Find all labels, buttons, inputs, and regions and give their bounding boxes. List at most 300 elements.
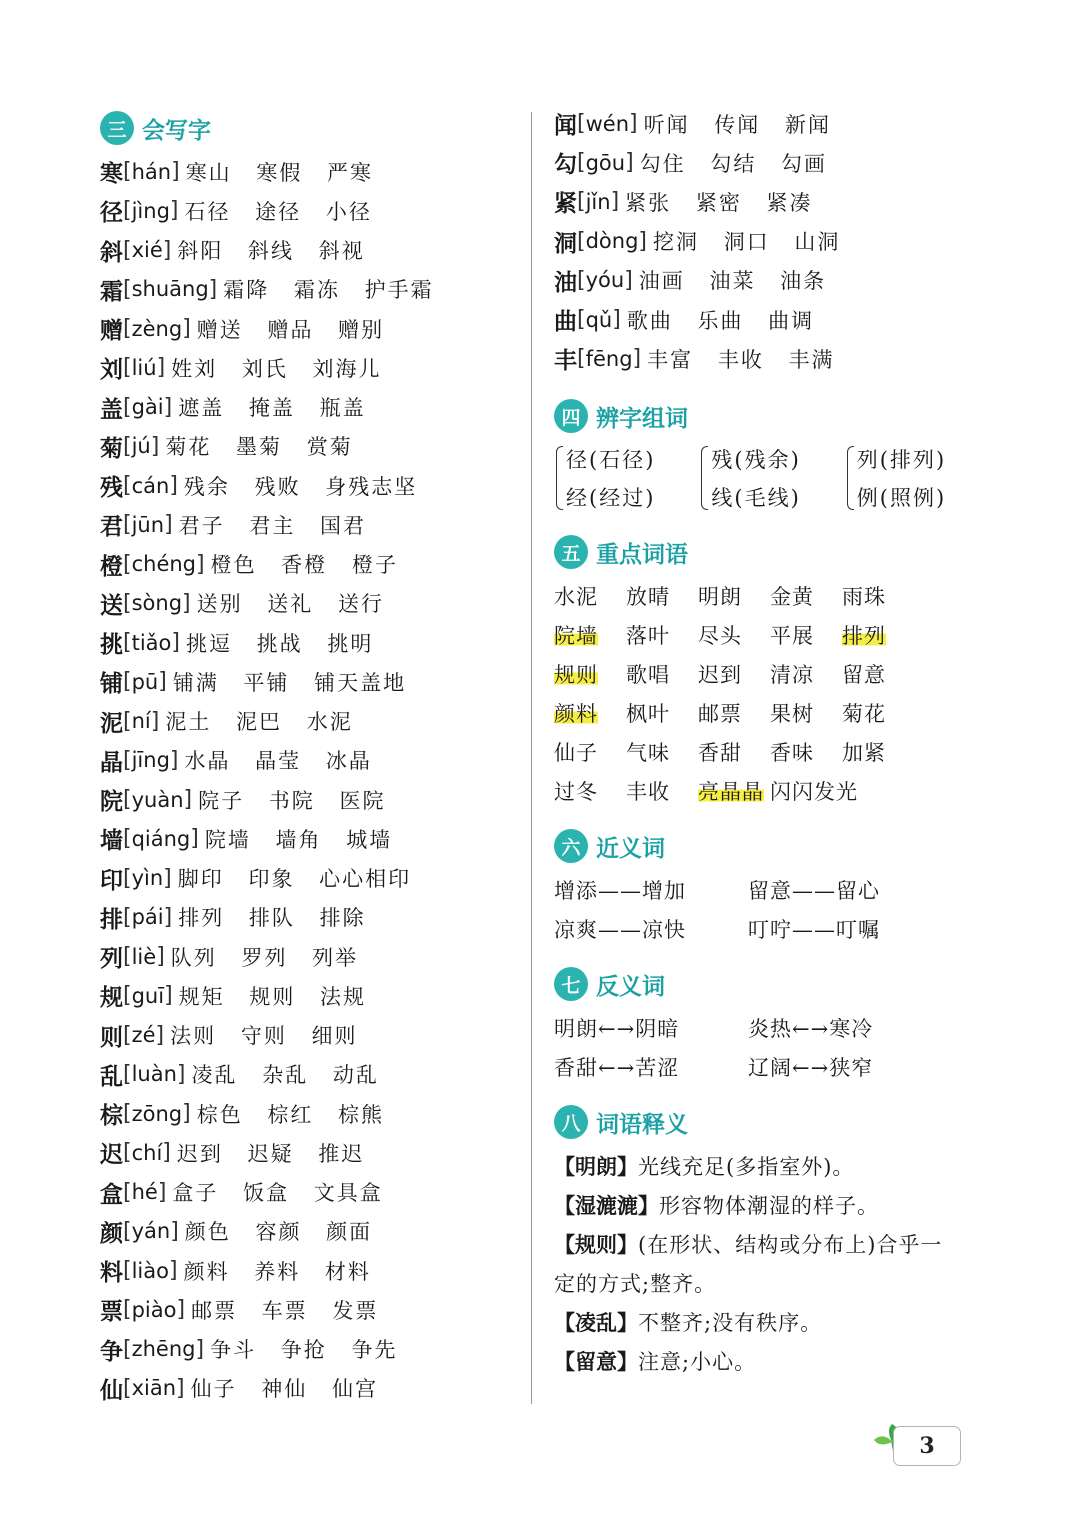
left-column — [100, 108, 520, 1408]
headword: 票 — [100, 1299, 123, 1326]
example-words: 残余 残败 身残志坚 — [183, 474, 418, 499]
keyword-cell — [698, 771, 770, 810]
pinyin: dòng — [585, 229, 639, 254]
char-entry — [100, 1055, 520, 1094]
headword: 料 — [100, 1260, 123, 1287]
pinyin: liào — [131, 1258, 169, 1283]
pinyin: ní — [131, 709, 151, 734]
definition-row — [554, 1341, 984, 1380]
example-words: 挖洞 洞口 山洞 — [653, 230, 841, 255]
pinyin: jìng — [131, 198, 170, 223]
pinyin: zé — [131, 1023, 156, 1048]
bracket-close: ] — [171, 630, 180, 656]
example-words: 颜料 养料 材料 — [183, 1259, 371, 1284]
bracket-close: ] — [164, 512, 173, 538]
headword: 迟 — [100, 1142, 123, 1169]
pinyin: guī — [131, 983, 165, 1008]
char-list-left — [100, 152, 520, 1408]
keyword-cell — [554, 654, 626, 693]
keyword-cell — [842, 576, 938, 615]
char-entry — [100, 231, 520, 270]
keyword-cell — [842, 615, 938, 654]
section-number-badge: 八 — [554, 1105, 588, 1139]
pinyin: yuàn — [131, 787, 184, 812]
bracket-close: ] — [164, 983, 173, 1009]
keyword-cell — [554, 771, 626, 810]
pinyin: hán — [131, 159, 172, 184]
section-header-synonyms — [554, 826, 984, 866]
char-entry — [100, 1016, 520, 1055]
keyword: 香甜 — [698, 740, 742, 765]
bracket-open: [ — [123, 1336, 132, 1362]
bracket-open: [ — [123, 276, 132, 302]
example-words: 霜降 霜冻 护手霜 — [223, 278, 434, 303]
example-words: 盒子 饭盒 文具盒 — [172, 1181, 383, 1206]
char-entry — [100, 1173, 520, 1212]
keyword: 清凉 — [770, 662, 814, 687]
pinyin: yóu — [585, 268, 625, 293]
headword: 铺 — [100, 671, 123, 698]
distinguish-word: 经(经过) — [566, 486, 656, 511]
right-column — [554, 104, 984, 1380]
definition-term: 【湿漉漉】 — [554, 1193, 659, 1218]
section-header-antonyms — [554, 964, 984, 1004]
bracket-close: ] — [182, 1101, 191, 1127]
headword: 规 — [100, 985, 123, 1012]
pinyin: yán — [131, 1219, 171, 1244]
keyword-cell — [626, 693, 698, 732]
keyword: 明朗 — [698, 584, 742, 609]
headword: 紧 — [554, 191, 577, 218]
char-entry — [100, 152, 520, 191]
synonym-grid — [554, 870, 984, 948]
bracket-open: [ — [123, 669, 132, 695]
headword: 菊 — [100, 435, 123, 462]
section-number-badge: 四 — [554, 399, 588, 433]
bracket-open: [ — [577, 267, 586, 293]
keyword-cell — [626, 615, 698, 654]
char-entry — [100, 584, 520, 623]
bracket-open: [ — [577, 346, 586, 372]
keyword-cell — [698, 732, 770, 771]
synonym-pair: 留意——留心 — [748, 878, 880, 903]
keyword-cell — [626, 576, 698, 615]
keyword: 放晴 — [626, 584, 670, 609]
bracket-close: ] — [190, 826, 199, 852]
bracket-open: [ — [123, 433, 132, 459]
headword: 径 — [100, 200, 123, 227]
antonym-pair: 炎热←→寒冷 — [748, 1016, 874, 1041]
example-words: 油画 油菜 油条 — [638, 269, 827, 294]
pinyin: zhēng — [131, 1337, 196, 1362]
char-entry — [100, 662, 520, 701]
bracket-open: [ — [123, 1140, 132, 1166]
keyword: 邮票 — [698, 701, 742, 726]
keyword: 水泥 — [554, 584, 598, 609]
keyword-cell — [770, 693, 842, 732]
keyword-cell — [842, 732, 938, 771]
bracket-close: ] — [162, 237, 172, 263]
definition-row — [554, 1224, 984, 1263]
example-words: 颜色 容颜 颜面 — [184, 1220, 373, 1245]
bracket-open: [ — [123, 551, 132, 577]
bracket-close: ] — [612, 307, 621, 333]
section-header-distinguish — [554, 396, 984, 436]
char-entry — [100, 505, 520, 544]
definition-text: 定的方式;整齐。 — [554, 1271, 717, 1296]
keyword-grid — [554, 576, 984, 810]
pinyin: hé — [131, 1180, 158, 1205]
char-entry — [100, 1251, 520, 1290]
headword: 赠 — [100, 318, 123, 345]
bracket-close: ] — [629, 111, 638, 137]
keyword-cell — [626, 732, 698, 771]
bracket-open: [ — [123, 1022, 132, 1048]
example-words: 凌乱 杂乱 动乱 — [191, 1063, 379, 1088]
definition-row — [554, 1146, 984, 1185]
keyword-cell — [698, 576, 770, 615]
headword: 院 — [100, 789, 123, 816]
bracket-close: ] — [162, 1140, 171, 1166]
definition-text: (在形状、结构或分布上)合乎一 — [638, 1232, 943, 1257]
char-entry — [100, 623, 520, 662]
pinyin: fēng — [585, 346, 633, 371]
headword: 挑 — [100, 632, 123, 659]
keyword: 仙子 — [554, 740, 598, 765]
example-words: 勾住 勾结 勾画 — [639, 151, 828, 176]
bracket-open: [ — [123, 473, 132, 499]
distinguish-word: 线(毛线) — [711, 486, 801, 511]
bracket-open: [ — [123, 1061, 132, 1087]
example-words: 送别 送礼 送行 — [196, 592, 384, 617]
keyword: 金黄 — [770, 584, 814, 609]
bracket-close: ] — [158, 669, 167, 695]
distinguish-word: 例(照例) — [856, 486, 947, 511]
pinyin: xiān — [131, 1376, 177, 1401]
bracket-open: [ — [577, 228, 586, 254]
definition-row — [554, 1185, 984, 1224]
example-words: 挑逗 挑战 挑明 — [185, 631, 374, 656]
headword: 闻 — [554, 113, 577, 140]
keyword: 平展 — [770, 623, 814, 648]
headword: 刘 — [100, 357, 123, 384]
headword: 仙 — [100, 1377, 123, 1404]
section-title: 会写字 — [142, 117, 211, 144]
bracket-close: ] — [163, 865, 172, 891]
keyword: 加紧 — [842, 740, 886, 765]
bracket-close: ] — [195, 1336, 205, 1362]
pinyin: cán — [131, 473, 170, 498]
keyword: 迟到 — [698, 662, 742, 687]
section-header-keywords — [554, 532, 984, 572]
example-words: 遮盖 掩盖 瓶盖 — [178, 396, 366, 421]
distinguish-group — [845, 440, 946, 516]
bracket-open: [ — [123, 355, 132, 381]
definition-text: 形容物体潮湿的样子。 — [659, 1193, 879, 1218]
pinyin: liú — [131, 355, 157, 380]
pinyin: wén — [585, 111, 629, 136]
pinyin: tiǎo — [131, 630, 172, 655]
keyword: 丰收 — [626, 779, 670, 804]
pinyin: luàn — [131, 1062, 177, 1087]
bracket-open: [ — [123, 1375, 132, 1401]
example-words: 仙子 神仙 仙宫 — [190, 1377, 378, 1402]
keyword-highlighted: 院墙 — [554, 620, 598, 650]
example-words: 脚印 印象 心心相印 — [177, 867, 412, 892]
example-words: 法则 守则 细则 — [170, 1024, 358, 1049]
char-entry — [100, 937, 520, 976]
pinyin: pū — [131, 669, 159, 694]
char-entry — [100, 545, 520, 584]
pinyin: liè — [131, 944, 157, 969]
char-entry — [100, 427, 520, 466]
bracket-close: ] — [163, 394, 173, 420]
char-entry — [100, 702, 520, 741]
bracket-open: [ — [123, 787, 132, 813]
bracket-close: ] — [168, 1258, 178, 1284]
char-entry — [554, 300, 984, 339]
headword: 勾 — [554, 152, 577, 179]
bracket-close: ] — [632, 346, 642, 372]
bracket-close: ] — [155, 1022, 165, 1048]
char-entry — [100, 1330, 520, 1369]
pinyin: qǔ — [585, 307, 613, 332]
keyword: 香味 — [770, 740, 814, 765]
pinyin: piào — [131, 1297, 177, 1322]
pinyin: gài — [131, 395, 164, 420]
char-entry — [100, 1369, 520, 1408]
bracket-open: [ — [123, 198, 132, 224]
synonym-pair: 增添——增加 — [554, 878, 686, 903]
antonym-grid — [554, 1008, 984, 1086]
example-words: 赠送 赠品 赠别 — [196, 317, 385, 342]
example-words: 石径 途径 小径 — [184, 199, 372, 224]
bracket-open: [ — [123, 1218, 132, 1244]
distinguish-word: 径(石径) — [566, 448, 656, 473]
bracket-open: [ — [577, 111, 586, 137]
pinyin: jǐn — [585, 189, 611, 214]
keyword: 歌唱 — [626, 662, 670, 687]
bracket-close: ] — [156, 355, 166, 381]
bracket-close: ] — [150, 708, 160, 734]
section-header-write — [100, 108, 520, 148]
char-entry — [100, 859, 520, 898]
bracket-open: [ — [577, 189, 586, 215]
bracket-open: [ — [123, 983, 132, 1009]
example-words: 院子 书院 医院 — [198, 788, 386, 813]
char-entry — [554, 261, 984, 300]
char-entry — [554, 143, 984, 182]
headword: 印 — [100, 867, 123, 894]
pinyin: gōu — [585, 150, 626, 175]
keyword-highlighted: 颜料 — [554, 698, 598, 728]
pinyin: sòng — [131, 591, 183, 616]
pinyin: qiáng — [131, 826, 191, 851]
pinyin: shuāng — [131, 277, 209, 302]
distinguish-groups — [554, 440, 984, 516]
headword: 寒 — [100, 161, 123, 188]
example-words: 橙色 香橙 橙子 — [210, 553, 398, 578]
distinguish-group — [699, 440, 800, 516]
headword: 排 — [100, 906, 123, 933]
keyword-cell — [770, 615, 842, 654]
headword: 列 — [100, 946, 123, 973]
bracket-open: [ — [123, 590, 132, 616]
headword: 霜 — [100, 278, 123, 305]
bracket-close: ] — [610, 189, 620, 215]
synonym-pair: 凉爽——凉快 — [554, 917, 686, 942]
bracket-close: ] — [157, 1179, 167, 1205]
section-number-badge: 六 — [554, 829, 588, 863]
char-entry — [554, 104, 984, 143]
headword: 送 — [100, 592, 123, 619]
headword: 泥 — [100, 710, 123, 737]
distinguish-group — [554, 440, 655, 516]
pinyin: zōng — [131, 1101, 183, 1126]
example-words: 争斗 争抢 争先 — [210, 1338, 398, 1363]
synonym-pair: 叮咛——叮嘱 — [748, 917, 880, 942]
definition-row — [554, 1263, 984, 1302]
section-title: 反义词 — [596, 973, 665, 1000]
pinyin: jú — [131, 434, 151, 459]
bracket-close: ] — [176, 1375, 185, 1401]
bracket-open: [ — [123, 944, 132, 970]
char-entry — [554, 182, 984, 221]
definition-row — [554, 1302, 984, 1341]
bracket-close: ] — [169, 747, 179, 773]
char-entry — [100, 309, 520, 348]
definition-text: 光线充足(多指室外)。 — [638, 1154, 855, 1179]
keyword-cell — [770, 732, 842, 771]
bracket-close: ] — [182, 316, 191, 342]
bracket-close: ] — [156, 944, 165, 970]
example-words: 泥土 泥巴 水泥 — [165, 710, 353, 735]
headword: 丰 — [554, 348, 577, 375]
bracket-close: ] — [176, 1297, 186, 1323]
definition-term: 【留意】 — [554, 1349, 638, 1374]
keyword: 落叶 — [626, 623, 670, 648]
section-title: 近义词 — [596, 835, 665, 862]
headword: 乱 — [100, 1063, 123, 1090]
example-words: 歌曲 乐曲 曲调 — [626, 308, 815, 333]
keyword-highlighted: 亮晶晶 — [698, 776, 764, 806]
headword: 墙 — [100, 828, 123, 855]
headword: 曲 — [554, 309, 577, 336]
keyword: 过冬 — [554, 779, 598, 804]
keyword-cell — [554, 732, 626, 771]
keyword: 枫叶 — [626, 701, 670, 726]
keyword-cell — [770, 654, 842, 693]
page-number: 3 — [893, 1426, 961, 1466]
keyword-highlighted: 排列 — [842, 620, 886, 650]
section-title: 辨字组词 — [596, 405, 688, 432]
bracket-open: [ — [123, 1101, 132, 1127]
bracket-open: [ — [123, 747, 132, 773]
keyword-highlighted: 规则 — [554, 659, 598, 689]
pinyin: zèng — [131, 316, 183, 341]
bracket-close: ] — [169, 473, 178, 499]
keyword-cell — [842, 654, 938, 693]
example-words: 邮票 车票 发票 — [191, 1298, 379, 1323]
definition-term: 【明朗】 — [554, 1154, 638, 1179]
char-entry — [100, 1133, 520, 1172]
antonym-pair: 辽阔←→狭窄 — [748, 1055, 874, 1080]
example-words: 丰富 丰收 丰满 — [647, 347, 835, 372]
section-header-definitions — [554, 1102, 984, 1142]
keyword-cell — [770, 576, 842, 615]
definition-term: 【规则】 — [554, 1232, 638, 1257]
bracket-open: [ — [123, 1258, 132, 1284]
keyword-cell — [554, 615, 626, 654]
bracket-close: ] — [163, 904, 173, 930]
pinyin: chí — [131, 1140, 163, 1165]
headword: 晶 — [100, 749, 123, 776]
example-words: 菊花 墨菊 赏菊 — [165, 435, 353, 460]
example-words: 斜阳 斜线 斜视 — [177, 239, 365, 264]
pinyin: yìn — [131, 866, 164, 891]
bracket-close: ] — [169, 198, 179, 224]
char-entry — [100, 1094, 520, 1133]
example-words: 院墙 墙角 城墙 — [204, 827, 393, 852]
char-entry — [100, 466, 520, 505]
headword: 盒 — [100, 1181, 123, 1208]
char-entry — [100, 348, 520, 387]
bracket-open: [ — [577, 150, 586, 176]
bracket-close: ] — [638, 228, 648, 254]
headword: 橙 — [100, 553, 123, 580]
bracket-close: ] — [170, 1218, 179, 1244]
headword: 则 — [100, 1024, 123, 1051]
bracket-close: ] — [208, 276, 218, 302]
example-words: 棕色 棕红 棕熊 — [196, 1102, 385, 1127]
char-entry — [100, 191, 520, 230]
char-entry — [100, 819, 520, 858]
bracket-open: [ — [123, 1179, 132, 1205]
bracket-close: ] — [624, 267, 633, 293]
antonym-pair: 香甜←→苦涩 — [554, 1055, 680, 1080]
example-words: 迟到 迟疑 推迟 — [176, 1141, 365, 1166]
example-words: 听闻 传闻 新闻 — [643, 112, 831, 137]
keyword: 果树 — [770, 701, 814, 726]
definition-term: 【凌乱】 — [554, 1310, 638, 1335]
keyword-cell — [842, 693, 938, 732]
keyword-cell — [770, 771, 858, 810]
char-entry — [100, 976, 520, 1015]
definition-text: 不整齐;没有秩序。 — [638, 1310, 823, 1335]
char-entry — [554, 222, 984, 261]
keyword: 闪闪发光 — [770, 779, 858, 804]
example-words: 铺满 平铺 铺天盖地 — [172, 670, 407, 695]
char-entry — [100, 741, 520, 780]
example-words: 君子 君主 国君 — [178, 513, 367, 538]
bracket-open: [ — [123, 512, 132, 538]
headword: 油 — [554, 269, 577, 296]
headword: 盖 — [100, 396, 123, 423]
bracket-open: [ — [123, 237, 132, 263]
headword: 洞 — [554, 230, 577, 257]
bracket-open: [ — [123, 865, 132, 891]
bracket-open: [ — [123, 316, 132, 342]
distinguish-word: 残(残余) — [711, 448, 801, 473]
bracket-close: ] — [150, 433, 160, 459]
example-words: 姓刘 刘氏 刘海儿 — [171, 356, 382, 381]
pinyin: jīng — [131, 748, 170, 773]
example-words: 排列 排队 排除 — [178, 906, 366, 931]
keyword: 雨珠 — [842, 584, 886, 609]
keyword-cell — [698, 654, 770, 693]
bracket-open: [ — [123, 394, 132, 420]
char-entry — [100, 780, 520, 819]
